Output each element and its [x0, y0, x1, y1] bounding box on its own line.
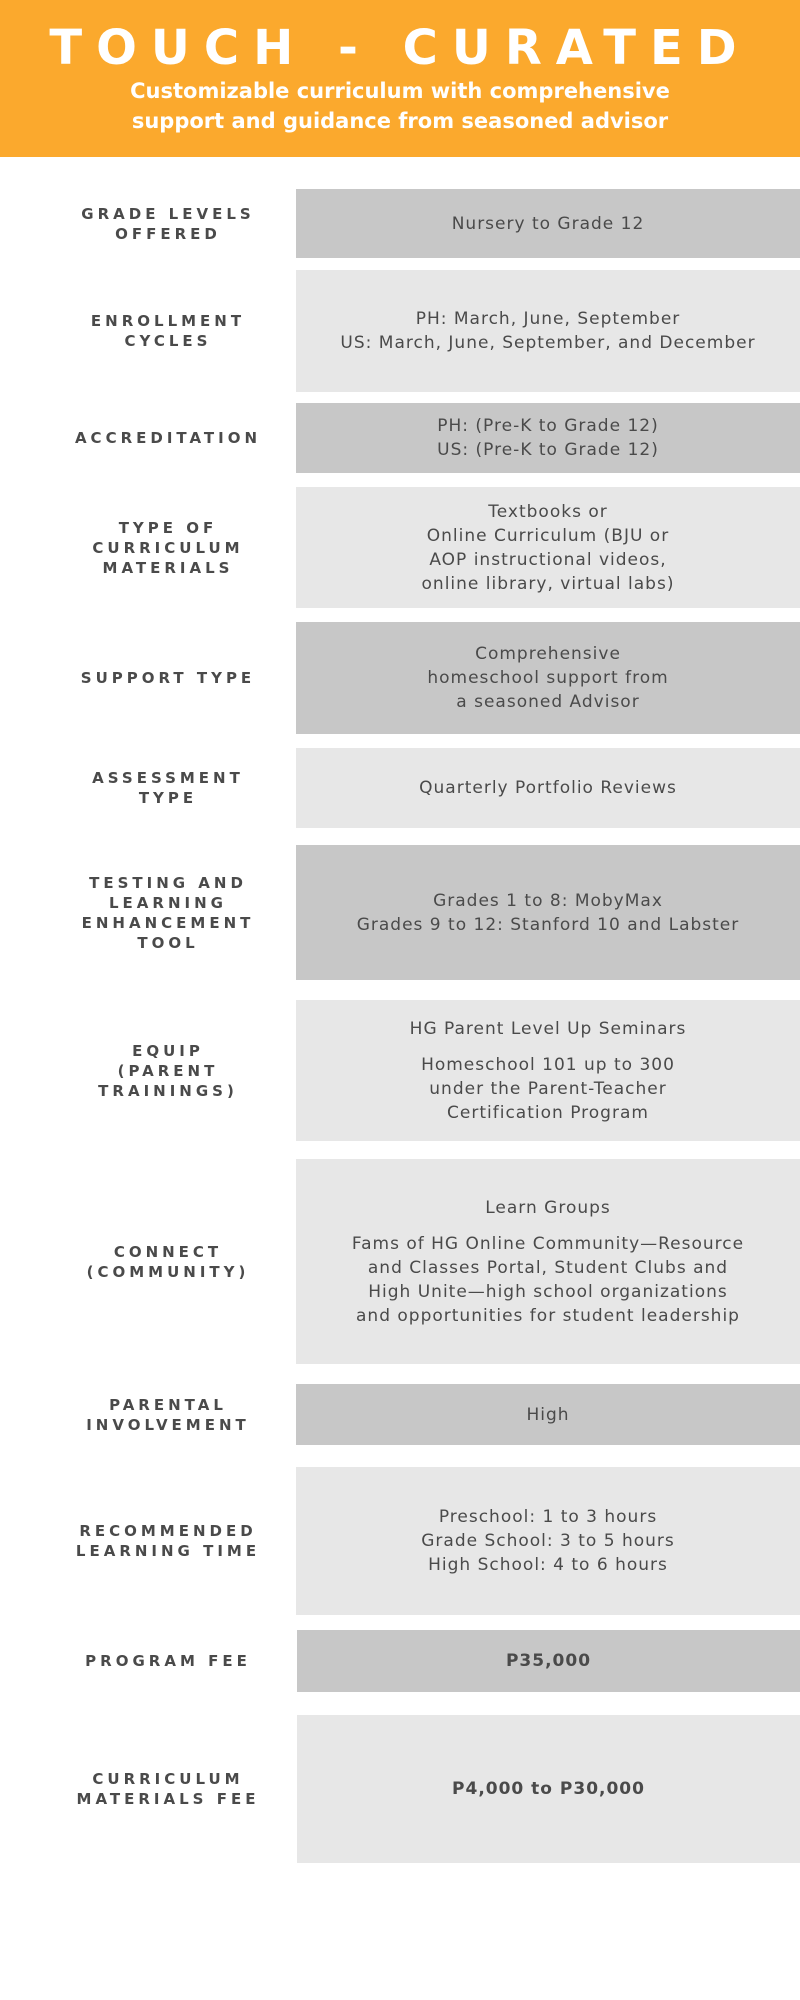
value-line: Preschool: 1 to 3 hours [438, 1507, 658, 1527]
label-line: CURRICULUM [92, 538, 244, 557]
row-value [296, 748, 800, 828]
row-learning-time [0, 1467, 800, 1615]
value-line: online library, virtual labs) [421, 573, 675, 594]
label-line: GRADE LEVELS [81, 204, 255, 223]
row-assessment-type [0, 748, 800, 828]
label-line: CYCLES [124, 332, 212, 350]
row-label [58, 1000, 278, 1141]
row-value [296, 270, 800, 392]
label-line: TRAININGS) [98, 1081, 238, 1100]
row-value [296, 1384, 800, 1445]
row-label [58, 845, 278, 980]
value-line: US: (Pre-K to Grade 12) [437, 440, 659, 460]
label-line: TYPE [138, 789, 198, 807]
value-line: Comprehensive [475, 644, 621, 664]
row-connect [0, 1159, 800, 1364]
row-value [296, 622, 800, 734]
value-line: Grade School: 3 to 5 hours [421, 1531, 675, 1551]
value-line: Online Curriculum (BJU or [426, 525, 670, 546]
row-value [296, 845, 800, 980]
row-label [58, 1159, 278, 1364]
row-label [58, 1467, 278, 1615]
row-label [58, 748, 278, 828]
row-value [296, 1159, 800, 1364]
row-label [58, 189, 278, 258]
label-line: EQUIP [132, 1041, 204, 1060]
label-line: ENHANCEMENT [81, 913, 255, 932]
value-line: and opportunities for student leadership [356, 1305, 740, 1326]
value-line: Grades 1 to 8: MobyMax [433, 890, 663, 911]
value-paragraph [485, 1196, 611, 1220]
label-line: (COMMUNITY) [86, 1262, 250, 1281]
row-value [296, 487, 800, 608]
page-header [0, 0, 800, 157]
value-line: a seasoned Advisor [456, 692, 640, 712]
label-line: TOOL [137, 933, 199, 952]
row-parental-involvement [0, 1384, 800, 1445]
label-line: TYPE OF [118, 518, 218, 537]
value-line: High [526, 1404, 570, 1425]
row-equip [0, 1000, 800, 1141]
value-line: Fams of HG Online Community—Resource [351, 1233, 745, 1254]
label-line: OFFERED [115, 224, 221, 243]
value-line: Grades 9 to 12: Stanford 10 and Labster [356, 914, 740, 935]
page-subtitle [90, 76, 710, 136]
row-value [297, 1715, 800, 1863]
row-label [58, 1630, 278, 1692]
row-label [58, 1384, 278, 1445]
value-line: Nursery to Grade 12 [451, 213, 645, 234]
label-line: SUPPORT TYPE [80, 669, 256, 687]
label-line: LEARNING [109, 893, 227, 912]
row-program-fee [0, 1630, 800, 1692]
value-paragraph [352, 1232, 744, 1328]
value-paragraph [410, 1017, 687, 1041]
row-enrollment-cycles [0, 270, 800, 392]
label-line: CONNECT [113, 1242, 223, 1261]
row-curriculum-materials [0, 487, 800, 608]
subtitle-line: support and guidance from seasoned advisor [131, 109, 669, 133]
value-line: Learn Groups [485, 1197, 611, 1218]
value-line: High School: 4 to 6 hours [428, 1555, 668, 1575]
row-support-type [0, 622, 800, 734]
value-line: HG Parent Level Up Seminars [409, 1018, 687, 1039]
label-line: CURRICULUM [92, 1770, 244, 1788]
label-line: MATERIALS [102, 558, 234, 577]
value-line: under the Parent-Teacher [429, 1078, 667, 1099]
label-line: PROGRAM FEE [85, 1652, 251, 1670]
value-line: P35,000 [505, 1651, 592, 1671]
subtitle-line: Customizable curriculum with comprehensive [130, 79, 670, 103]
label-line: ASSESSMENT [92, 769, 244, 787]
row-label [58, 487, 278, 608]
row-value [296, 189, 800, 258]
label-line: LEARNING TIME [75, 1542, 261, 1560]
row-testing-tool [0, 845, 800, 980]
value-line: US: March, June, September, and December [340, 333, 756, 353]
label-line: TESTING AND [89, 873, 247, 892]
label-line: (PARENT [117, 1061, 219, 1080]
value-line: and Classes Portal, Student Clubs and [367, 1257, 729, 1278]
value-paragraph [421, 1053, 675, 1125]
row-materials-fee [0, 1715, 800, 1863]
value-line: High Unite—high school organizations [368, 1281, 728, 1302]
row-label [58, 403, 278, 473]
label-line: ENROLLMENT [90, 312, 246, 330]
value-line: AOP instructional videos, [429, 549, 667, 570]
label-line: MATERIALS FEE [76, 1790, 260, 1808]
row-label [58, 270, 278, 392]
label-line: ACCREDITATION [74, 429, 262, 447]
row-value [297, 1630, 800, 1692]
row-value [296, 1467, 800, 1615]
row-value [296, 403, 800, 473]
value-line: P4,000 to P30,000 [452, 1779, 645, 1799]
row-label [58, 1715, 278, 1863]
value-line: Certification Program [447, 1102, 649, 1123]
value-line: PH: (Pre-K to Grade 12) [437, 416, 659, 436]
value-line: Quarterly Portfolio Reviews [419, 778, 677, 798]
label-line: PARENTAL [109, 1395, 227, 1414]
row-label [58, 622, 278, 734]
label-line: RECOMMENDED [79, 1522, 257, 1540]
value-line: homeschool support from [427, 668, 669, 688]
row-grade-levels [0, 189, 800, 258]
label-line: INVOLVEMENT [86, 1415, 250, 1434]
row-accreditation [0, 403, 800, 473]
value-line: Textbooks or [488, 501, 608, 522]
page-title: TOUCH - CURATED [49, 20, 751, 76]
row-value [296, 1000, 800, 1141]
value-line: Homeschool 101 up to 300 [421, 1054, 675, 1075]
value-line: PH: March, June, September [415, 309, 681, 329]
